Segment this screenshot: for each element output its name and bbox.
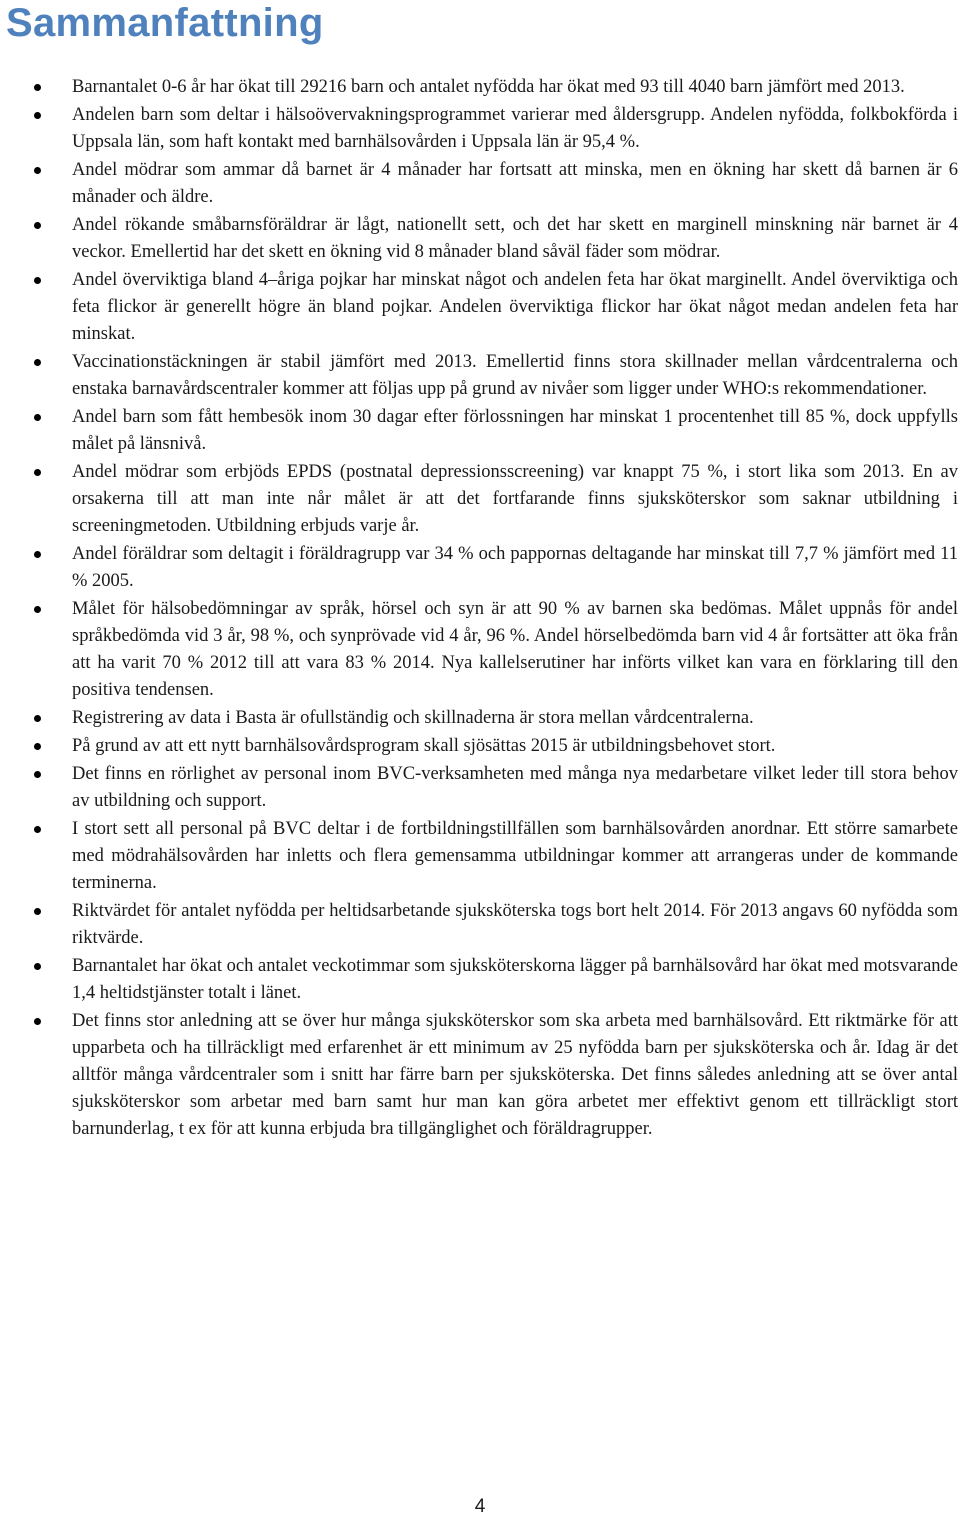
bullet-text: Vaccinationstäckningen är stabil jämfört med 2013. Emellertid finns stora skillnader mellan vårdcentralerna och enstaka barnavårdscentraler kommer att följas upp på grund av nivåer som ligger under WHO:s rekommendationer. [72, 352, 958, 399]
bullet-dot-icon [34, 1018, 41, 1025]
bullet-dot-icon [34, 826, 41, 833]
bullet-dot-icon [34, 606, 41, 613]
page-title: Sammanfattning [6, 1, 324, 45]
bullet-dot-icon [34, 469, 41, 476]
summary-bullet-item [0, 459, 958, 541]
summary-bullet-item [0, 898, 958, 953]
summary-bullet-item [0, 761, 958, 816]
bullet-text: Andel överviktiga bland 4–åriga pojkar har minskat något och andelen feta har ökat marginellt. Andel överviktiga och feta flickor är generellt högre än bland pojkar. Andelen överviktiga flickor har ökat något medan andelen feta har minskat. [72, 270, 958, 344]
summary-bullet-item [0, 733, 958, 761]
summary-bullet-item [0, 74, 958, 102]
bullet-text: Målet för hälsobedömningar av språk, hörsel och syn är att 90 % av barnen ska bedömas. Målet uppnås för andel språkbedömda vid 3 år, 98 %, och synprövade vid 4 år, 96 %. Andel hörselbedömda barn vid 4 år fortsätter att öka från att ha varit 70 % 2012 till att vara 83 % 2014. Nya kallelserutiner har införts vilket kan vara en förklaring till den positiva tendensen. [72, 599, 958, 700]
summary-bullet-item [0, 349, 958, 404]
summary-bullet-item [0, 705, 958, 733]
bullet-text: Andelen barn som deltar i hälsoövervakningsprogrammet varierar med åldersgrupp. Andelen nyfödda, folkbokförda i Uppsala län, som haft kontakt med barnhälsovården i Uppsala län är 95,4 %. [72, 105, 958, 152]
bullet-dot-icon [34, 963, 41, 970]
summary-bullet-item [0, 212, 958, 267]
bullet-dot-icon [34, 414, 41, 421]
bullet-text: På grund av att ett nytt barnhälsovårdsprogram skall sjösättas 2015 är utbildningsbehovet stort. [72, 736, 776, 756]
bullet-text: Barnantalet 0-6 år har ökat till 29216 barn och antalet nyfödda har ökat med 93 till 4040 barn jämfört med 2013. [72, 77, 905, 97]
bullet-dot-icon [34, 715, 41, 722]
bullet-dot-icon [34, 743, 41, 750]
summary-bullet-item [0, 267, 958, 349]
bullet-dot-icon [34, 84, 41, 91]
summary-bullet-list [0, 74, 960, 1144]
summary-bullet-item [0, 102, 958, 157]
bullet-dot-icon [34, 771, 41, 778]
summary-bullet-item [0, 1008, 958, 1144]
summary-bullet-item [0, 157, 958, 212]
bullet-text: Det finns en rörlighet av personal inom BVC-verksamheten med många nya medarbetare vilket leder till stora behov av utbildning och support. [72, 764, 958, 811]
page-number: 4 [474, 1496, 486, 1517]
bullet-dot-icon [34, 112, 41, 119]
bullet-text: Barnantalet har ökat och antalet veckotimmar som sjuksköterskorna lägger på barnhälsovård har ökat med motsvarande 1,4 heltidstjänster totalt i länet. [72, 956, 958, 1003]
summary-bullet-item [0, 541, 958, 596]
bullet-text: Andel barn som fått hembesök inom 30 dagar efter förlossningen har minskat 1 procentenhet till 85 %, dock uppfylls målet på länsnivå. [72, 407, 958, 454]
bullet-dot-icon [34, 908, 41, 915]
summary-bullet-item [0, 596, 958, 705]
bullet-dot-icon [34, 277, 41, 284]
summary-bullet-item [0, 816, 958, 898]
bullet-dot-icon [34, 167, 41, 174]
summary-bullet-item [0, 404, 958, 459]
bullet-text: Andel mödrar som erbjöds EPDS (postnatal depressionsscreening) var knappt 75 %, i stort lika som 2013. En av orsakerna till att man inte når målet är att det fortfarande finns sjuksköterskor som saknar utbildning i screeningmetoden. Utbildning erbjuds varje år. [72, 462, 958, 536]
summary-bullet-item [0, 953, 958, 1008]
bullet-dot-icon [34, 551, 41, 558]
bullet-dot-icon [34, 222, 41, 229]
bullet-text: Det finns stor anledning att se över hur många sjuksköterskor som ska arbeta med barnhälsovård. Ett riktmärke för att upparbeta och ha tillräckligt med erfarenhet är ett minimum av 25 nyfödda barn per sjuksköterska och år. Idag är det alltför många vårdcentraler som i snitt har färre barn per sjuksköterska. Det finns således anledning att se över antal sjuksköterskor som arbetar med barn samt hur man kan göra arbetet mer effektivt genom ett tillräckligt stort barnunderlag, t ex för att kunna erbjuda bra tillgänglighet och föräldragrupper. [72, 1011, 958, 1139]
bullet-text: Registrering av data i Basta är ofullständig och skillnaderna är stora mellan vårdcentralerna. [72, 708, 754, 728]
bullet-dot-icon [34, 359, 41, 366]
bullet-text: Andel mödrar som ammar då barnet är 4 månader har fortsatt att minska, men en ökning har skett då barnen är 6 månader och äldre. [72, 160, 958, 207]
bullet-text: Andel rökande småbarnsföräldrar är lågt, nationellt sett, och det har skett en marginell minskning när barnet är 4 veckor. Emellertid har det skett en ökning vid 8 månader bland såväl fäder som mödrar. [72, 215, 958, 262]
bullet-text: I stort sett all personal på BVC deltar i de fortbildningstillfällen som barnhälsovården anordnar. Ett större samarbete med mödrahälsovården har inletts och flera gemensamma utbildningar kommer att arrangeras under de kommande terminerna. [72, 819, 958, 893]
bullet-text: Andel föräldrar som deltagit i föräldragrupp var 34 % och pappornas deltagande har minskat till 7,7 % jämfört med 11 % 2005. [72, 544, 958, 591]
bullet-text: Riktvärdet för antalet nyfödda per heltidsarbetande sjuksköterska togs bort helt 2014. För 2013 angavs 60 nyfödda som riktvärde. [72, 901, 958, 948]
